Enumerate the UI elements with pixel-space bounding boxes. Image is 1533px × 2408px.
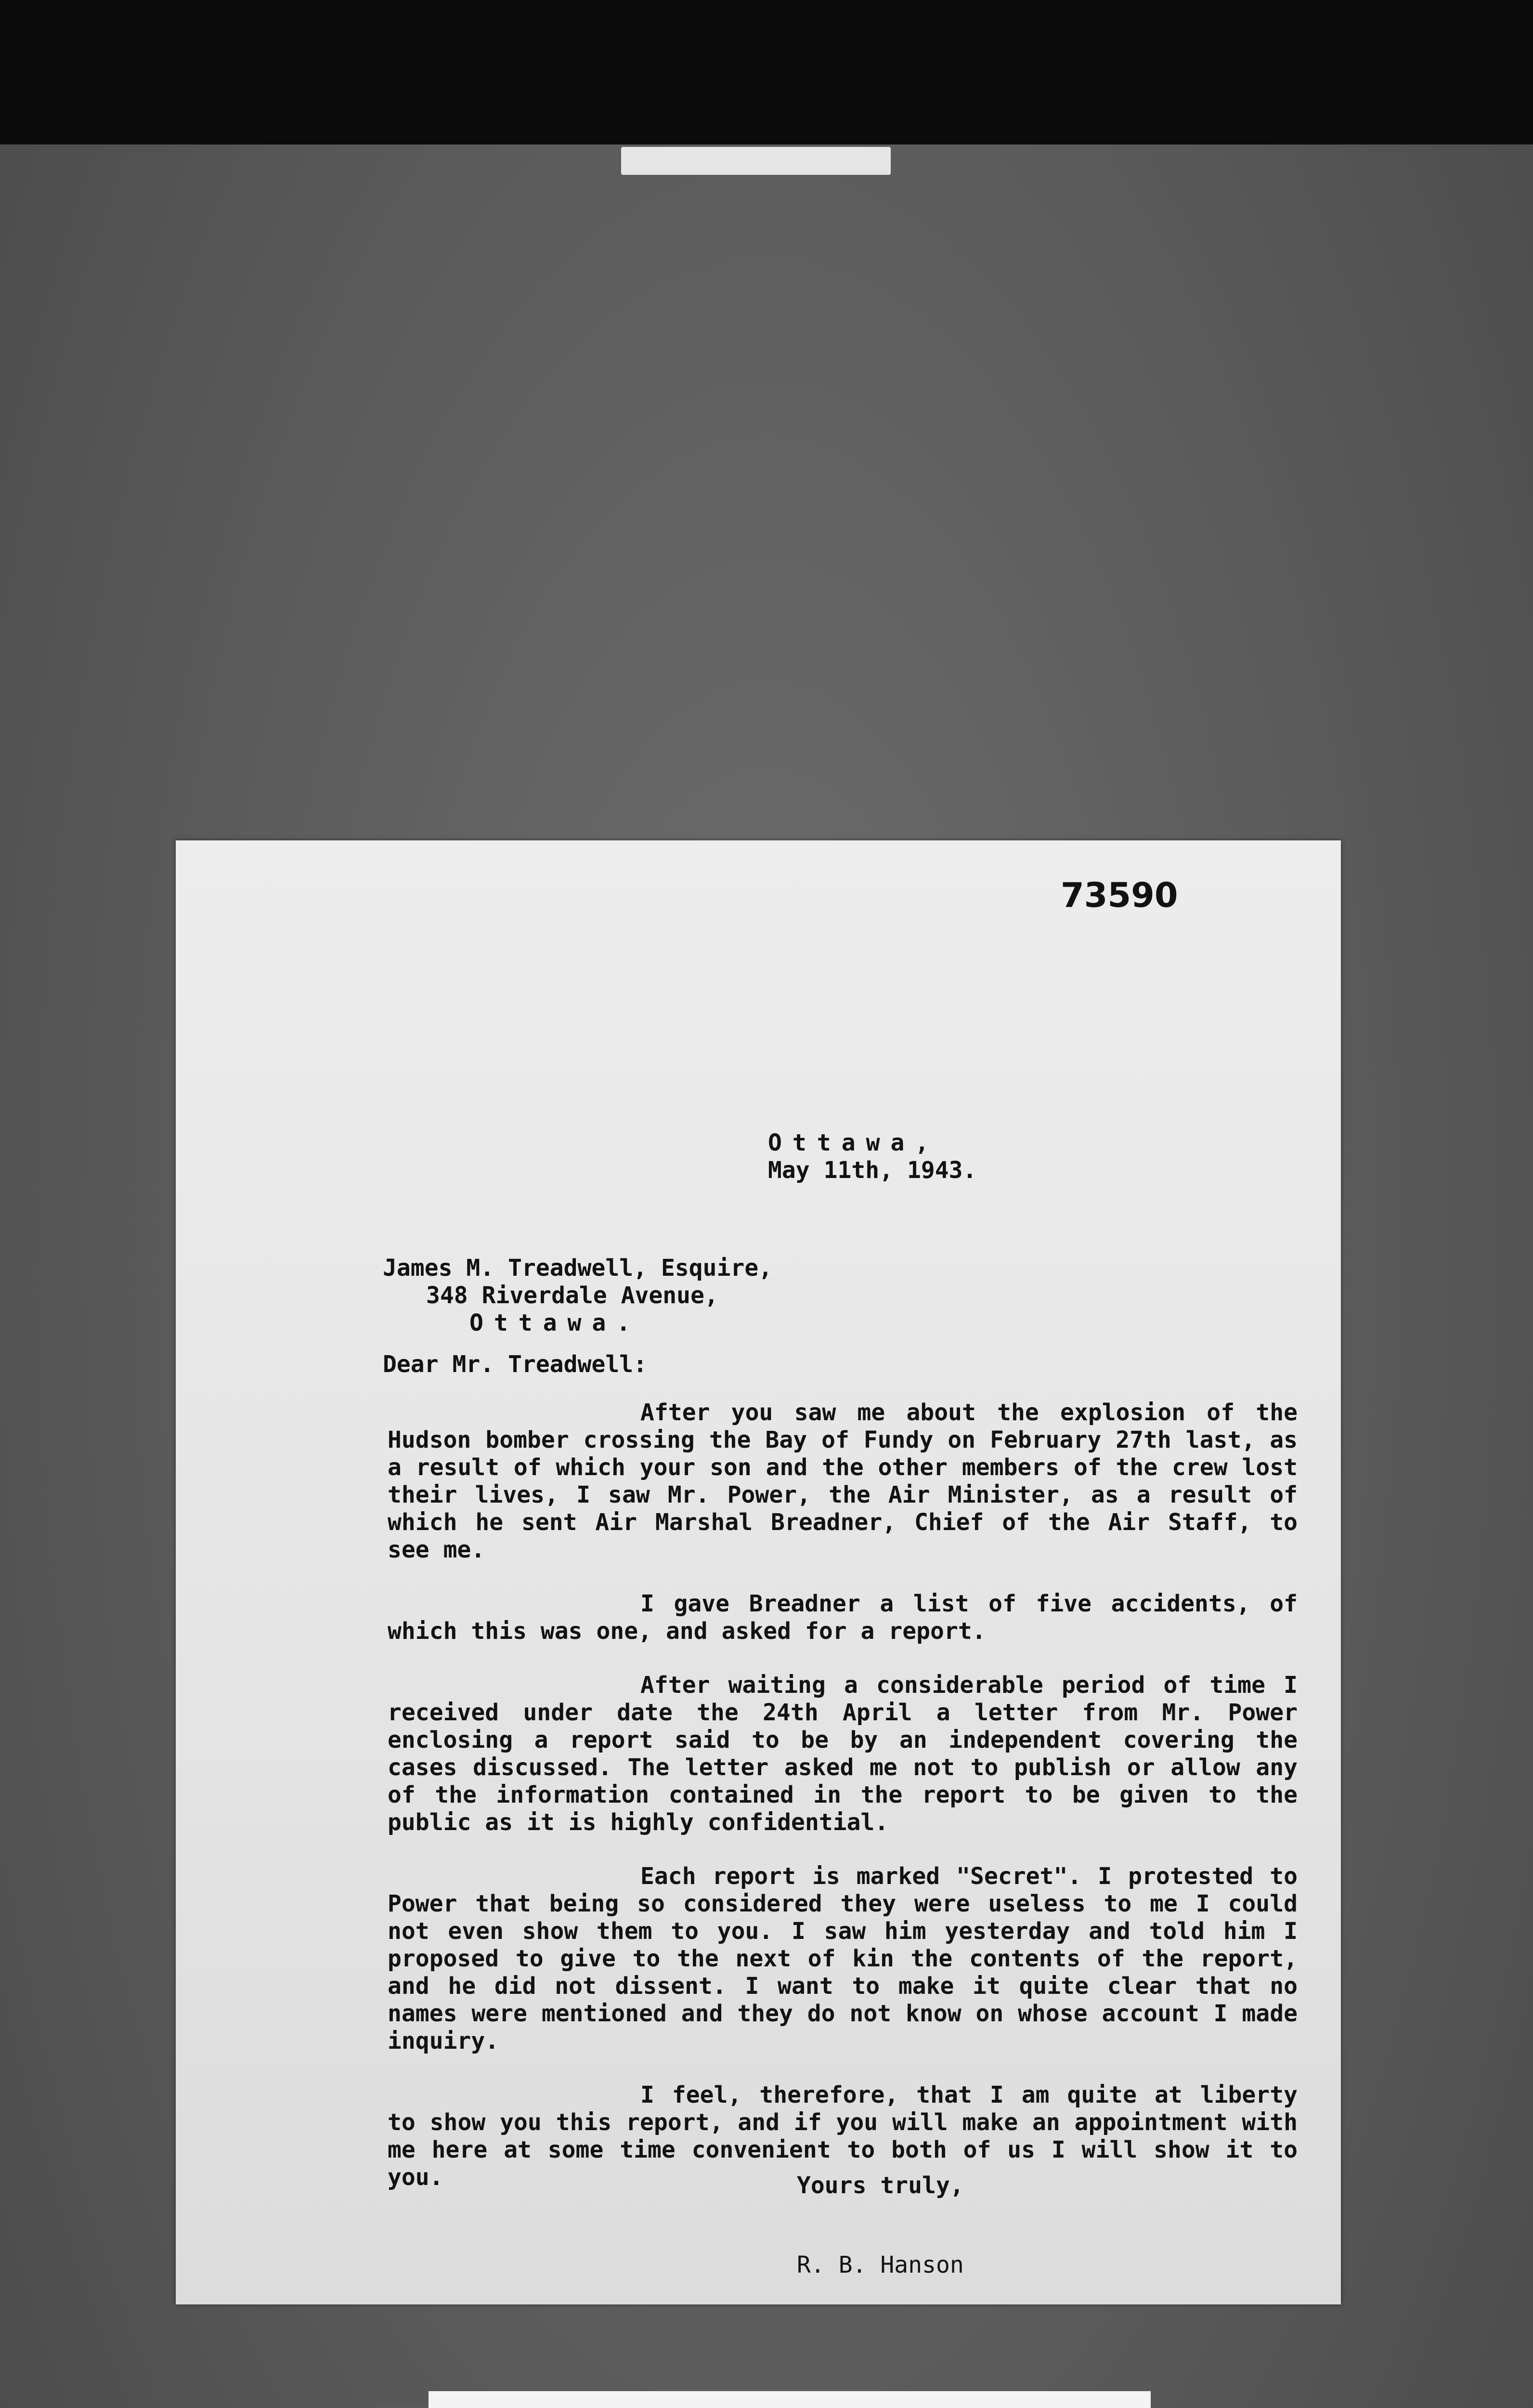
tape-left: [376, 2403, 433, 2408]
body-paragraph: After you saw me about the explosion of the Hudson bomber crossing the Bay of Fundy on February 27th last, as a result of which your son and the other members of the crew lost their lives, I saw Mr. Power, the Air Minister, as a result of which he sent Air Marshal Breadner, Chief of the Air Staff, to see me.: [388, 1399, 1298, 1563]
letter-body: [388, 1399, 1298, 2218]
recipient-name: James M. Treadwell, Esquire,: [383, 1255, 773, 1282]
body-paragraph: I gave Breadner a list of five accidents, of which this was one, and asked for a report.: [388, 1590, 1298, 1645]
mounting-tab: [621, 147, 891, 175]
body-paragraph: After waiting a considerable period of time I received under date the 24th April a letter from Mr. Power enclosing a report said to be by an independent covering the cases discussed. The letter asked me not to publish or allow any of the information contained in the report to be given to the public as it is highly confidential.: [388, 1672, 1298, 1836]
signature: R. B. Hanson: [797, 2251, 964, 2278]
letter-city: Ottawa,: [768, 1129, 940, 1156]
letter-page: [176, 840, 1341, 2304]
body-paragraph: I feel, therefore, that I am quite at liberty to show you this report, and if you will make an appointment with me here at some time convenient to both of us I will show it to you.: [388, 2081, 1298, 2191]
body-paragraph: Each report is marked "Secret". I protested to Power that being so considered they were useless to me I could not even show them to you. I saw him yesterday and told him I proposed to give to the next of kin the contents of the report, and he did not dissent. I want to make it quite clear that no names were mentioned and they do not know on whose account I made inquiry.: [388, 1863, 1298, 2055]
archive-volume-label: [429, 2391, 1151, 2408]
closing: Yours truly,: [797, 2172, 964, 2199]
letter-date: May 11th, 1943.: [768, 1157, 977, 1184]
recipient-street: 348 Riverdale Avenue,: [426, 1282, 718, 1309]
salutation: Dear Mr. Treadwell:: [383, 1351, 648, 1378]
document-number: 73590: [1061, 876, 1178, 915]
recipient-city: Ottawa.: [469, 1309, 641, 1336]
